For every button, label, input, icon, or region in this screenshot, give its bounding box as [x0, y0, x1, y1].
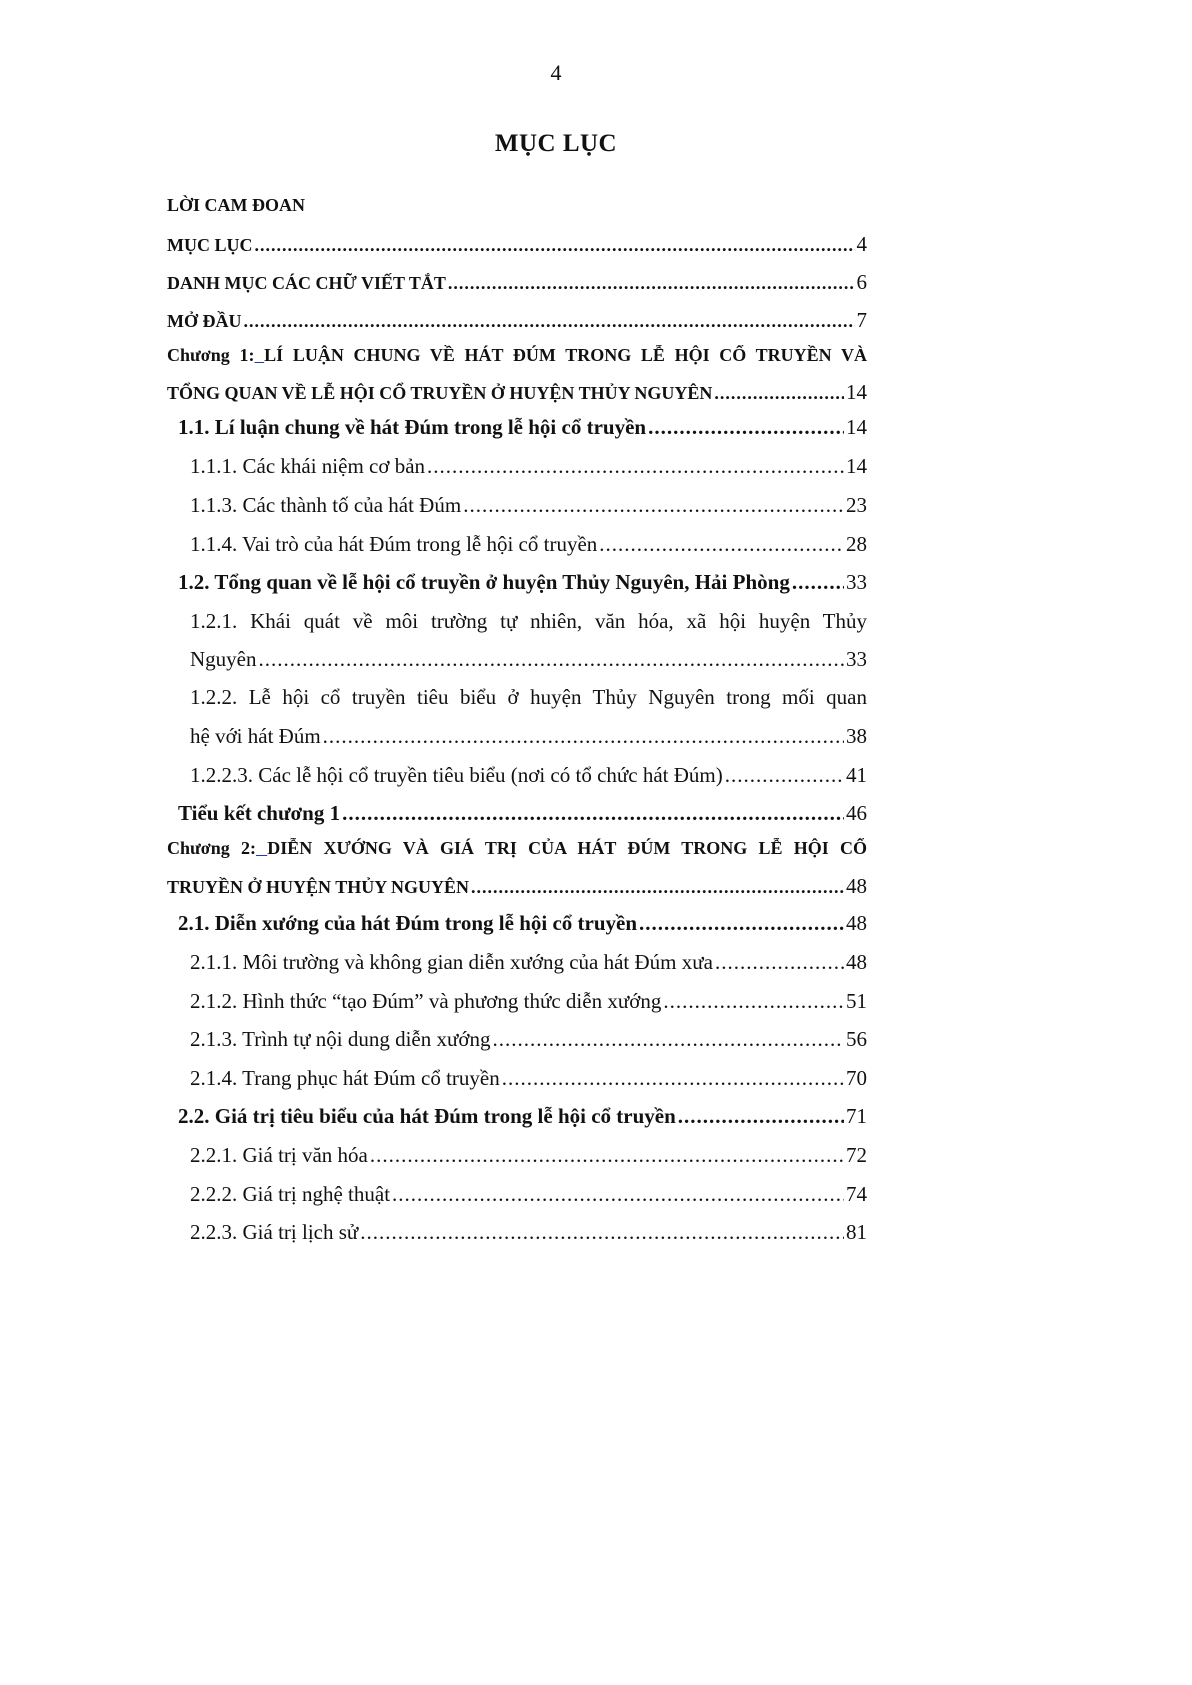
- chapter-prefix: Chương 2:: [167, 838, 257, 858]
- toc-leader-dots: [599, 532, 844, 557]
- toc-leader-dots: [427, 454, 844, 479]
- toc-entry-chapter-1[interactable]: [167, 345, 867, 366]
- toc-entry-danh-muc[interactable]: [167, 270, 867, 295]
- toc-leader-dots: [448, 273, 855, 294]
- toc-entry-label: 1.2.2.3. Các lễ hội cổ truyền tiêu biểu (nơi có tổ chức hát Đúm): [190, 763, 723, 787]
- toc-entry-page: 74: [846, 1182, 867, 1206]
- toc-entry-1-2[interactable]: [178, 570, 867, 595]
- toc-entry-label-line-2: Nguyên: [190, 647, 257, 671]
- toc-entry-label: Tiểu kết chương 1: [178, 801, 341, 825]
- toc-entry-label: 1.1. Lí luận chung về hát Đúm trong lễ hội cổ truyền: [178, 415, 647, 439]
- toc-entry-2-2-2[interactable]: [190, 1182, 867, 1207]
- chapter-title-line-1: DIỄN XƯỚNG VÀ GIÁ TRỊ CỦA HÁT ĐÚM TRONG LỄ HỘI CỔ: [267, 838, 867, 858]
- toc-entry-1-1-4[interactable]: [190, 532, 867, 557]
- toc-entry-1-2-2-cont[interactable]: [190, 724, 867, 749]
- toc-entry-2-1-4[interactable]: [190, 1066, 867, 1091]
- toc-entry-label: 2.1.3. Trình tự nội dung diễn xướng: [190, 1027, 491, 1051]
- toc-entry-page: 38: [846, 724, 867, 748]
- chapter-title-line-2: TRUYỀN Ở HUYỆN THỦY NGUYÊN: [167, 877, 470, 897]
- toc-leader-dots: [639, 911, 844, 936]
- toc-leader-dots: [492, 1027, 844, 1052]
- toc-leader-dots: [715, 950, 844, 975]
- toc-entry-label: 2.2.2. Giá trị nghệ thuật: [190, 1182, 391, 1206]
- toc-entry-chapter-1-cont[interactable]: [167, 380, 867, 405]
- toc-entry-2-2-1[interactable]: [190, 1143, 867, 1168]
- toc-entry-chapter-2[interactable]: [167, 838, 867, 859]
- toc-entry-label: 2.1.4. Trang phục hát Đúm cổ truyền: [190, 1066, 500, 1090]
- toc-entry-label: DANH MỤC CÁC CHỮ VIẾT TẮT: [167, 273, 446, 293]
- toc-leader-dots: [678, 1104, 844, 1129]
- toc-entry-1-1-1[interactable]: [190, 454, 867, 479]
- toc-entry-page: 23: [846, 493, 867, 517]
- toc-entry-page: 33: [846, 570, 867, 594]
- toc-entry-2-1-1[interactable]: [190, 950, 867, 975]
- toc-entry-label: LỜI CAM ĐOAN: [167, 195, 305, 215]
- toc-leader-dots: [392, 1182, 844, 1207]
- toc-entry-1-2-2[interactable]: [190, 685, 867, 710]
- toc-entry-page: 48: [846, 950, 867, 974]
- toc-leader-dots: [244, 311, 855, 332]
- toc-entry-page: 14: [846, 454, 867, 478]
- toc-entry-1-1-3[interactable]: [190, 493, 867, 518]
- toc-entry-page: 28: [846, 532, 867, 556]
- toc-entry-label: 2.2.3. Giá trị lịch sử: [190, 1220, 359, 1244]
- toc-entry-page: 48: [846, 911, 867, 935]
- toc-leader-dots: [792, 570, 844, 595]
- toc-entry-page: 7: [856, 308, 867, 332]
- toc-entry-chapter-2-cont[interactable]: [167, 874, 867, 899]
- toc-leader-dots: [663, 989, 844, 1014]
- toc-entry-summary-1[interactable]: [178, 801, 867, 826]
- toc-entry-label-line-1: 1.2.1. Khái quát về môi trường tự nhiên, văn hóa, xã hội huyện Thủy: [190, 609, 867, 633]
- toc-leader-dots: [255, 235, 855, 256]
- chapter-prefix: Chương 1:: [167, 345, 255, 365]
- toc-entry-muc-luc[interactable]: [167, 232, 867, 257]
- toc-entry-page: 6: [856, 270, 867, 294]
- toc-entry-page: 46: [846, 801, 867, 825]
- toc-entry-2-1-2[interactable]: [190, 989, 867, 1014]
- toc-leader-dots: [360, 1220, 844, 1245]
- toc-entry-1-2-1[interactable]: [190, 609, 867, 634]
- toc-entry-page: 56: [846, 1027, 867, 1051]
- toc-entry-2-1-3[interactable]: [190, 1027, 867, 1052]
- toc-entry-label: MỞ ĐẦU: [167, 311, 242, 331]
- toc-entry-2-1[interactable]: [178, 911, 867, 936]
- toc-leader-dots: [714, 383, 844, 404]
- toc-entry-1-1[interactable]: [178, 415, 867, 440]
- chapter-title-line-1: LÍ LUẬN CHUNG VỀ HÁT ĐÚM TRONG LỄ HỘI CỔ TRUYỀN VÀ: [264, 345, 867, 365]
- chapter-title-line-2: TỔNG QUAN VỀ LỄ HỘI CỔ TRUYỀN Ở HUYỆN THỦY NGUYÊN: [167, 383, 713, 403]
- toc-entry-page: 48: [846, 874, 867, 898]
- toc-entry-page: 51: [846, 989, 867, 1013]
- toc-entry-page: 14: [846, 415, 867, 439]
- toc-entry-1-2-1-cont[interactable]: [190, 647, 867, 672]
- toc-entry-page: 71: [846, 1104, 867, 1128]
- toc-entry-label: 2.1.2. Hình thức “tạo Đúm” và phương thức diễn xướng: [190, 989, 662, 1013]
- toc-entry-label: 2.1.1. Môi trường và không gian diễn xướng của hát Đúm xưa: [190, 950, 713, 974]
- toc-entry-2-2[interactable]: [178, 1104, 867, 1129]
- toc-leader-dots: [370, 1143, 844, 1168]
- link-marker: [254, 345, 264, 365]
- toc-leader-dots: [463, 493, 844, 518]
- toc-entry-page: 81: [846, 1220, 867, 1244]
- toc-entry-label: 1.2. Tổng quan về lễ hội cổ truyền ở huyện Thủy Nguyên, Hải Phòng: [178, 570, 790, 594]
- page-number: 4: [550, 60, 562, 85]
- link-marker: [256, 838, 267, 858]
- toc-entry-label: 1.1.4. Vai trò của hát Đúm trong lễ hội cổ truyền: [190, 532, 598, 556]
- toc-leader-dots: [648, 415, 844, 440]
- toc-entry-page: 14: [846, 380, 867, 404]
- toc-entry-mo-dau[interactable]: [167, 308, 867, 333]
- toc-entry-label: 1.1.3. Các thành tố của hát Đúm: [190, 493, 462, 517]
- toc-entry-label: 2.2. Giá trị tiêu biểu của hát Đúm trong lễ hội cổ truyền: [178, 1104, 676, 1128]
- toc-entry-label-line-1: 1.2.2. Lễ hội cổ truyền tiêu biểu ở huyện Thủy Nguyên trong mối quan: [190, 685, 867, 709]
- toc-entry-page: 33: [846, 647, 867, 671]
- toc-entry-page: 72: [846, 1143, 867, 1167]
- toc-entry-label-line-2: hệ với hát Đúm: [190, 724, 321, 748]
- toc-entry-label: MỤC LỤC: [167, 235, 253, 255]
- toc-entry-label: 2.2.1. Giá trị văn hóa: [190, 1143, 368, 1167]
- toc-leader-dots: [259, 647, 845, 672]
- toc-entry-1-2-2-3[interactable]: [190, 763, 867, 788]
- toc-title: MỤC LỤC: [494, 130, 618, 157]
- toc-leader-dots: [342, 801, 844, 826]
- toc-entry-loi-cam-doan[interactable]: [167, 195, 867, 216]
- toc-entry-label: 2.1. Diễn xướng của hát Đúm trong lễ hội cổ truyền: [178, 911, 638, 935]
- toc-leader-dots: [725, 763, 844, 788]
- toc-entry-page: 4: [856, 232, 867, 256]
- toc-leader-dots: [471, 877, 844, 898]
- toc-leader-dots: [323, 724, 844, 749]
- toc-entry-page: 41: [846, 763, 867, 787]
- toc-entry-label: 1.1.1. Các khái niệm cơ bản: [190, 454, 426, 478]
- toc-entry-2-2-3[interactable]: [190, 1220, 867, 1245]
- toc-leader-dots: [502, 1066, 844, 1091]
- toc-entry-page: 70: [846, 1066, 867, 1090]
